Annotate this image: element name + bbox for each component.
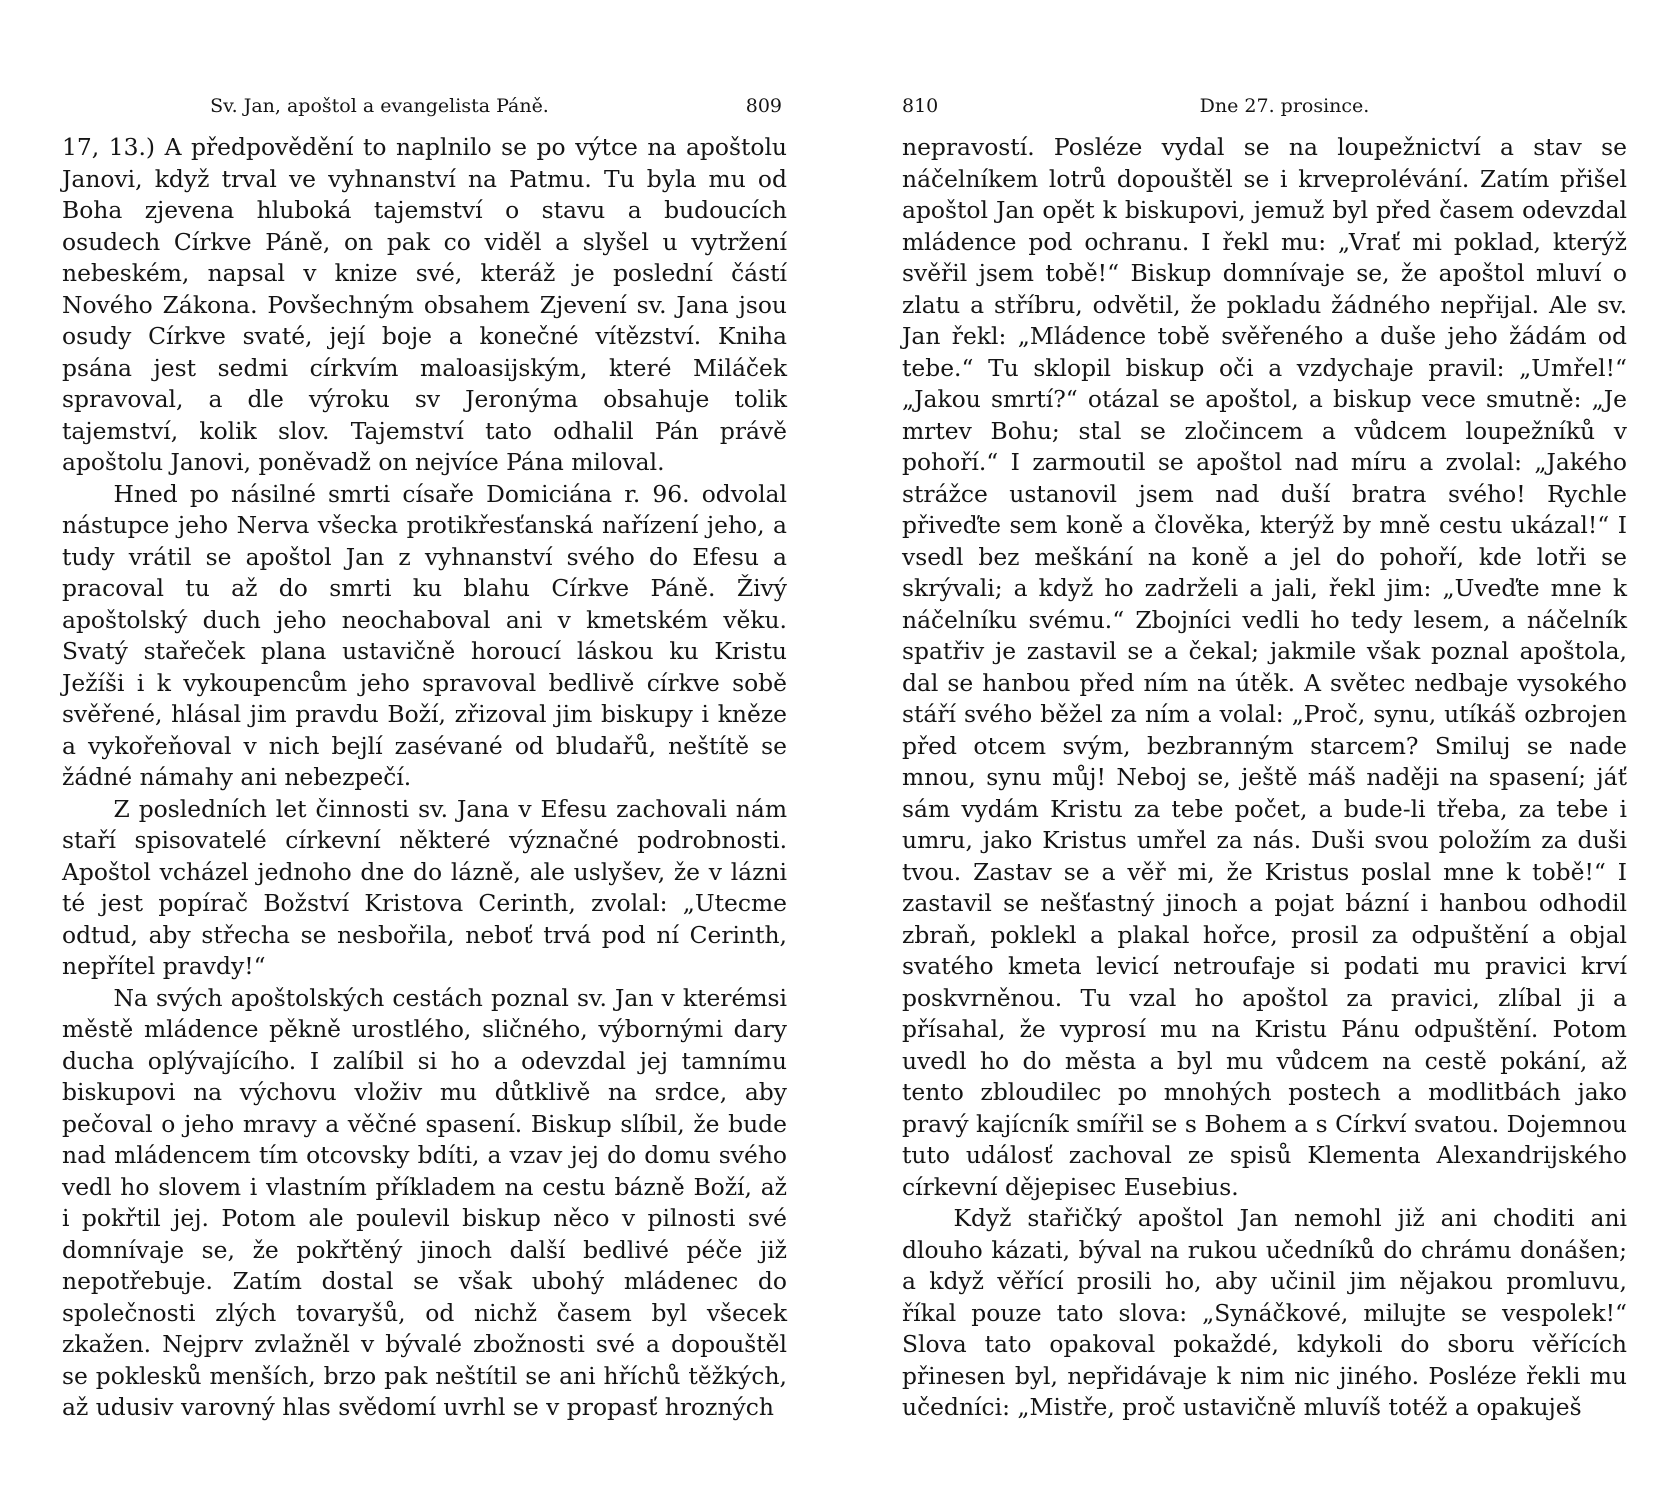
- page-number: 810: [902, 95, 939, 117]
- page-body: [62, 132, 787, 1424]
- paragraph: 17, 13.) A předpovědění to naplnilo se po výtce na apoštolu Janovi, když trval ve vyhnanství na Patmu. Tu byla mu od Boha zjevena hluboká tajemství o stavu a budoucích osudech Církve Páně, on pak co viděl a slyšel u vytržení nebeském, napsal v knize své, kteráž je poslední částí Nového Zákona. Povšechným obsahem Zjevení sv. Jana jsou osudy Církve svaté, její boje a konečné vítězství. Kniha psána jest sedmi církvím maloasijským, které Miláček spravoval, a dle výroku sv Jeronýma obsahuje tolik tajemství, kolik slov. Tajemství tato odhalil Pán právě apoštolu Janovi, poněvadž on nejvíce Pána miloval.: [62, 133, 787, 476]
- running-head-title: Sv. Jan, apoštol a evangelista Páně.: [210, 95, 549, 117]
- left-page: [62, 90, 787, 1424]
- running-head: [62, 90, 787, 122]
- paragraph: Na svých apoštolských cestách poznal sv. Jan v kterémsi městě mládence pěkně urostlého, sličného, výbornými dary ducha oplývajícího. I zalíbil si ho a odevzdal jej tamnímu biskupovi na výchovu vloživ mu důtklivě na srdce, aby pečoval o jeho mravy a věčné spasení. Biskup slíbil, že bude nad mládencem tím otcovsky bdíti, a vzav jej do domu svého vedl ho slovem i vlastním příkladem na cestu bázně Boží, až i pokřtil jej. Potom ale poulevil biskup něco v pilnosti své domnívaje se, že pokřtěný jinoch další bedlivé péče již nepotřebuje. Zatím dostal se však ubohý mládenec do společnosti zlých tovaryšů, od nichž časem byl všecek zkažen. Nejprv zvlažněl v bývalé zbožnosti své a dopouštěl se poklesků menších, brzo pak neštítil se ani hříchů těžkých, až udusiv varovný hlas svědomí uvrhl se v propasť hrozných: [62, 983, 787, 1421]
- paragraph: Když stařičký apoštol Jan nemohl již ani choditi ani dlouho kázati, býval na rukou učedníků do chrámu donášen; a když věřící prosili ho, aby učinil jim nějakou promluvu, říkal pouze tato slova: „Synáčkové, milujte se vespolek!“ Slova tato opakoval pokaždé, kdykoli do sboru věřících přinesen byl, nepřidávaje k nim nic jiného. Posléze řekli mu učedníci: „Mistře, proč ustavičně mluvíš totéž a opakuješ: [902, 1204, 1627, 1421]
- page-body: [902, 132, 1627, 1424]
- paragraph: Z posledních let činnosti sv. Jana v Efesu zachovali nám staří spisovatelé církevní některé význačné podrobnosti. Apoštol vcházel jednoho dne do lázně, ale uslyšev, že v lázni té jest popírač Božství Kristova Cerinth, zvolal: „Utecme odtud, aby střecha se nesbořila, neboť trvá pod ní Cerinth, nepřítel pravdy!“: [62, 794, 787, 980]
- running-head-title: Dne 27. prosince.: [1199, 95, 1370, 117]
- paragraph: nepravostí. Posléze vydal se na loupežnictví a stav se náčelníkem lotrů dopouštěl se i krveprolévání. Zatím přišel apoštol Jan opět k biskupovi, jemuž byl před časem odevzdal mládence pod ochranu. I řekl mu: „Vrať mi poklad, kterýž svěřil jsem tobě!“ Biskup domnívaje se, že apoštol mluví o zlatu a stříbru, odvětil, že pokladu žádného nepřijal. Ale sv. Jan řekl: „Mládence tobě svěřeného a duše jeho žádám od tebe.“ Tu sklopil biskup oči a vzdychaje pravil: „Umřel!“ „Jakou smrtí?“ otázal se apoštol, a biskup vece smutně: „Je mrtev Bohu; stal se zločincem a vůdcem loupežníků v pohoří.“ I zarmoutil se apoštol nad míru a zvolal: „Jakého strážce ustanovil jsem nad duší bratra svého! Rychle přiveďte sem koně a člověka, kterýž by mně cestu ukázal!“ I vsedl bez meškání na koně a jel do pohoří, kde lotři se skrývali; a když ho zadrželi a jali, řekl jim: „Uveďte mne k náčelníku svému.“ Zbojníci vedli ho tedy lesem, a náčelník spatřiv je zastavil se a čekal; jakmile však poznal apoštola, dal se hanbou před ním na útěk. A světec nedbaje vysokého stáří svého běžel za ním a volal: „Proč, synu, utíkáš ozbrojen před otcem svým, bezbranným starcem? Smiluj se nade mnou, synu můj! Neboj se, ještě máš naději na spasení; jáť sám vydám Kristu za tebe počet, a bude-li třeba, za tebe i umru, jako Kristus umřel za nás. Duši svou položím za duši tvou. Zastav se a věř mi, že Kristus poslal mne k tobě!“ I zastavil se nešťastný jinoch a pojat bázní i hanbou odhodil zbraň, poklekl a plakal hořce, prosil za odpuštění a objal svatého kmeta levicí netroufaje si podati mu pravici krví poskvrněnou. Tu vzal ho apoštol za pravici, zlíbal ji a přísahal, že vyprosí mu na Kristu Pánu odpuštění. Potom uvedl ho do města a byl mu vůdcem na cestě pokání, až tento zbloudilec po mnohých postech a modlitbách jako pravý kajícník smířil se s Bohem a s Církví svatou. Dojemnou tuto událosť zachoval ze spisů Klementa Alexandrijského církevní dějepisec Eusebius.: [902, 133, 1627, 1201]
- right-page: [902, 90, 1627, 1424]
- page-number: 809: [745, 95, 782, 117]
- paragraph: Hned po násilné smrti císaře Domiciána r. 96. odvolal nástupce jeho Nerva všecka protikřesťanská nařízení jeho, a tudy vrátil se apoštol Jan z vyhnanství svého do Efesu a pracoval tu až do smrti ku blahu Církve Páně. Živý apoštolský duch jeho neochaboval ani v kmetském věku. Svatý stařeček plana ustavičně horoucí láskou ku Kristu Ježíši i k vykoupencům jeho spravoval bedlivě církve sobě svěřené, hlásal jim pravdu Boží, zřizoval jim biskupy i kněze a vykořeňoval v nich bejlí zasévané od bludařů, neštítě se žádné námahy ani nebezpečí.: [62, 479, 787, 791]
- running-head: [902, 90, 1627, 122]
